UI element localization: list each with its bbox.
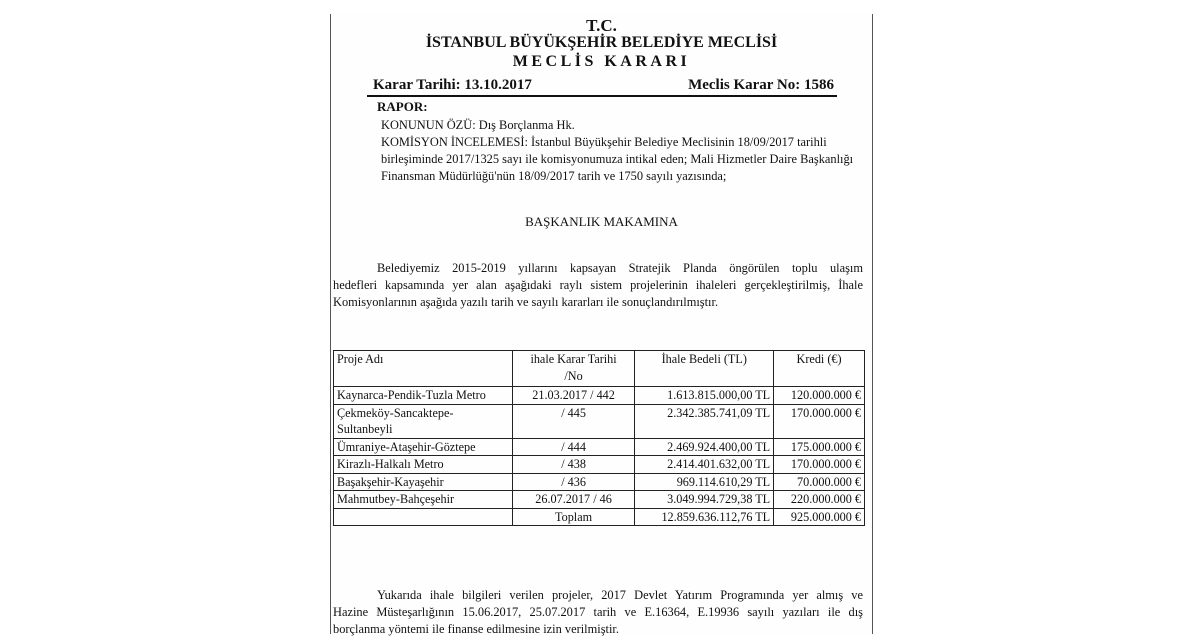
project-name-cell: Mahmutbey-Bahçeşehir [334, 491, 513, 509]
total-credit-amount-cell: 925.000.000 € [774, 508, 865, 526]
table-row [334, 473, 865, 491]
paragraph-line: Hazine Müsteşarlığının 15.06.2017, 25.07.2017 tarih ve E.16364, E.19936 sayılı yazıları ile dış [333, 605, 863, 619]
tender-amount-cell: 2.342.385.741,09 TL [635, 404, 774, 438]
table-header-row [334, 351, 865, 387]
table-total-row [334, 508, 865, 526]
column-header-line: /No [564, 368, 583, 383]
table-row [334, 404, 865, 438]
credit-amount-cell: 120.000.000 € [774, 387, 865, 405]
credit-amount-cell: 220.000.000 € [774, 491, 865, 509]
table-row [334, 438, 865, 456]
credit-amount-cell: 175.000.000 € [774, 438, 865, 456]
project-name-cell: Başakşehir-Kayaşehir [334, 473, 513, 491]
column-header [512, 351, 635, 387]
tender-decision-cell: 26.07.2017 / 46 [512, 491, 635, 509]
document-type: MECLİS KARARI [512, 53, 691, 70]
header-rule [367, 95, 837, 97]
report-title: RAPOR: [377, 99, 428, 114]
paragraph-line: hedefleri kapsamında yer alan aşağıdaki raylı sistem projelerinin ihaleleri gerçekleştirilmiş, İhale [333, 278, 863, 292]
project-name-cell: Ümraniye-Ataşehir-Göztepe [334, 438, 513, 456]
document-page [330, 14, 873, 634]
republic-abbrev: T.C. [586, 16, 617, 35]
project-name-cell [334, 404, 513, 438]
commission-line: birleşiminde 2017/1325 sayı ile komisyonumuza intikal eden; Mali Hizmetler Daire Başkanlığı [381, 152, 854, 166]
table-row [334, 387, 865, 405]
paragraph-line: borçlanma yöntemi ile finanse edilmesine izin verilmiştir. [333, 622, 619, 636]
subject-line: KONUNUN ÖZÜ: Dış Borçlanma Hk. [381, 118, 575, 132]
project-name-line: Çekmeköy-Sancaktepe- [337, 405, 454, 420]
column-header: İhale Bedeli (TL) [635, 351, 774, 387]
credit-amount-cell: 170.000.000 € [774, 404, 865, 438]
credit-amount-cell: 70.000.000 € [774, 473, 865, 491]
total-label-cell: Toplam [512, 508, 635, 526]
addressee-heading: BAŞKANLIK MAKAMINA [525, 214, 678, 229]
decision-number: Meclis Karar No: 1586 [688, 77, 834, 93]
tender-decision-cell: 21.03.2017 / 442 [512, 387, 635, 405]
total-tender-amount-cell: 12.859.636.112,76 TL [635, 508, 774, 526]
tender-decision-cell: / 444 [512, 438, 635, 456]
projects-table [333, 350, 865, 526]
tender-amount-cell: 2.414.401.632,00 TL [635, 456, 774, 474]
tender-decision-cell: / 438 [512, 456, 635, 474]
tender-decision-cell: / 436 [512, 473, 635, 491]
column-header-line: ihale Karar Tarihi [530, 352, 617, 366]
empty-cell [334, 508, 513, 526]
institution-title: İSTANBUL BÜYÜKŞEHİR BELEDİYE MECLİSİ [425, 34, 778, 51]
tender-amount-cell: 969.114.610,29 TL [635, 473, 774, 491]
project-name-cell: Kaynarca-Pendik-Tuzla Metro [334, 387, 513, 405]
column-header: Proje Adı [334, 351, 513, 387]
paragraph-line: Yukarıda ihale bilgileri verilen projeler, 2017 Devlet Yatırım Programında yer almış ve [377, 588, 863, 602]
tender-amount-cell: 1.613.815.000,00 TL [635, 387, 774, 405]
commission-line: Finansman Müdürlüğü'nün 18/09/2017 tarih ve 1750 sayılı yazısında; [381, 169, 727, 183]
commission-line: KOMİSYON İNCELEMESİ: İstanbul Büyükşehir Belediye Meclisinin 18/09/2017 tarihli [381, 135, 827, 149]
project-name-line: Sultanbeyli [337, 422, 393, 436]
paragraph-line: Belediyemiz 2015-2019 yıllarını kapsayan Stratejik Planda öngörülen toplu ulaşım [377, 261, 863, 275]
tender-amount-cell: 3.049.994.729,38 TL [635, 491, 774, 509]
tender-decision-cell: / 445 [512, 404, 635, 438]
decision-date: Karar Tarihi: 13.10.2017 [373, 77, 532, 93]
tender-amount-cell: 2.469.924.400,00 TL [635, 438, 774, 456]
credit-amount-cell: 170.000.000 € [774, 456, 865, 474]
project-name-cell: Kirazlı-Halkalı Metro [334, 456, 513, 474]
column-header: Kredi (€) [774, 351, 865, 387]
table-row [334, 491, 865, 509]
paragraph-line: Komisyonlarının aşağıda yazılı tarih ve sayılı kararları ile sonuçlandırılmıştır. [333, 295, 719, 309]
table-row [334, 456, 865, 474]
